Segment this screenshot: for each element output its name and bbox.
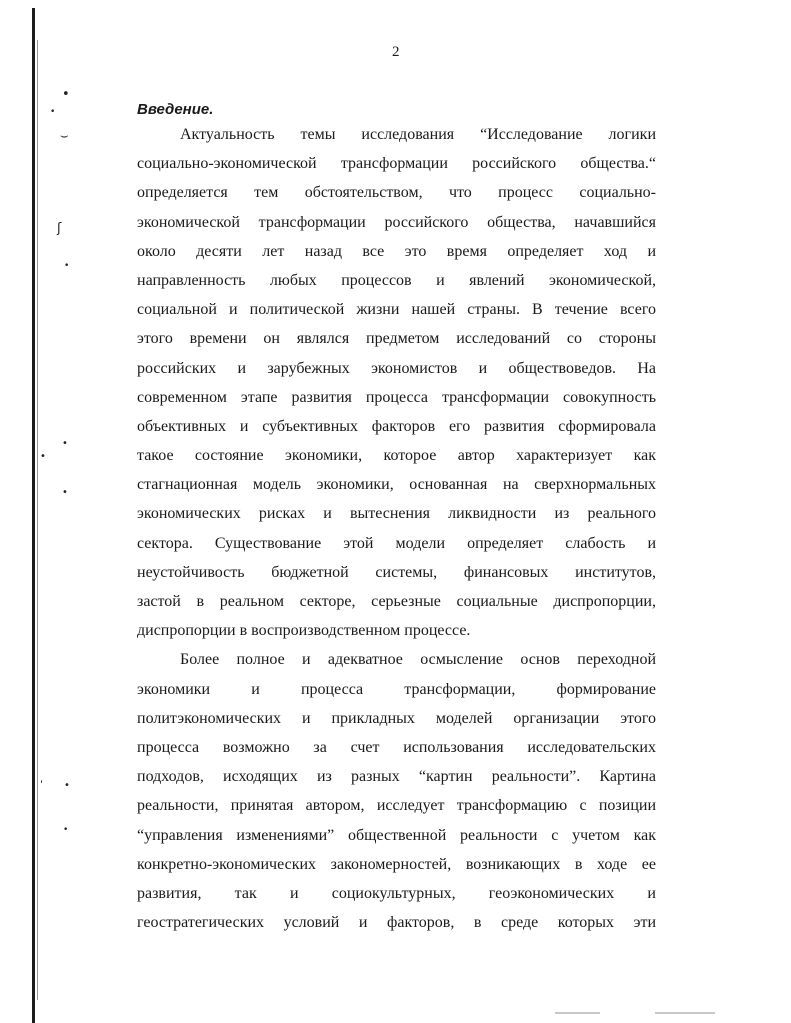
margin-speck: •	[62, 438, 68, 449]
text-line: неустойчивость бюджетной системы, финансовых институтов,	[137, 563, 656, 581]
scan-binding-shadow	[37, 40, 38, 1000]
text-line: социальной и политической жизни нашей страны. В течение всего	[137, 301, 656, 319]
margin-speck: ʃ	[57, 221, 62, 236]
text-line: российских и зарубежных экономистов и обществоведов. На	[137, 359, 656, 377]
text-line: этого времени он являлся предметом исследований со стороны	[137, 330, 656, 348]
scan-smudge	[655, 1012, 715, 1014]
text-line: “управления изменениями” общественной реальности с учетом как	[137, 826, 656, 844]
margin-speck: •	[40, 451, 46, 462]
margin-speck: •	[63, 825, 69, 835]
text-line: социально-экономической трансформации российского общества.“	[137, 155, 656, 173]
text-line: направленность любых процессов и явлений экономической,	[137, 271, 656, 289]
text-line: развития, так и социокультурных, геоэкономических и	[137, 884, 656, 902]
margin-speck: •	[64, 780, 70, 791]
text-line: застой в реальном секторе, серьезные социальные диспропорции,	[137, 593, 656, 610]
text-line: Более полное и адекватное осмысление основ переходной	[180, 651, 656, 669]
text-line: диспропорции в воспроизводственном процессе.	[137, 622, 471, 640]
margin-speck: ⌣	[60, 129, 69, 144]
margin-speck: •	[64, 261, 70, 271]
text-line: процесса возможно за счет использования исследовательских	[137, 738, 656, 756]
text-line: такое состояние экономики, которое автор характеризует как	[137, 447, 656, 465]
text-line: экономической трансформации российского общества, начавшийся	[137, 213, 656, 231]
margin-speck: •	[62, 487, 68, 498]
text-line: стагнационная модель экономики, основанная на сверхнормальных	[137, 476, 656, 494]
text-line: экономики и процесса трансформации, формирование	[137, 680, 656, 698]
text-line: политэкономических и прикладных моделей организации этого	[137, 709, 656, 727]
text-line: около десяти лет назад все это время определяет ход и	[137, 242, 656, 260]
text-line: определяется тем обстоятельством, что процесс социально-	[137, 184, 656, 202]
text-line: Актуальность темы исследования “Исследование логики	[180, 126, 656, 143]
text-line: конкретно-экономических закономерностей, возникающих в ходе ее	[137, 855, 656, 873]
text-line: геостратегических условий и факторов, в среде которых эти	[137, 914, 656, 932]
text-line: современном этапе развития процесса трансформации совокупность	[137, 388, 656, 406]
paragraph-2	[137, 645, 656, 937]
margin-speck: ʹ	[40, 779, 44, 792]
margin-speck: •	[62, 87, 70, 102]
section-heading: Введение.	[137, 101, 214, 118]
page-number: 2	[392, 44, 400, 60]
text-line: экономических рисках и вытеснения ликвидности из реального	[137, 505, 656, 523]
text-line: объективных и субъективных факторов его развития сформировала	[137, 417, 656, 435]
text-line: сектора. Существование этой модели определяет слабость и	[137, 534, 656, 552]
paragraph-1	[137, 120, 656, 645]
text-line: подходов, исходящих из разных “картин реальности”. Картина	[137, 768, 656, 786]
margin-speck: •	[50, 107, 56, 117]
scan-binding-edge	[32, 8, 35, 1023]
scan-smudge	[555, 1012, 600, 1014]
body-text	[137, 120, 656, 937]
text-line: реальности, принятая автором, исследует трансформацию с позиции	[137, 797, 656, 815]
